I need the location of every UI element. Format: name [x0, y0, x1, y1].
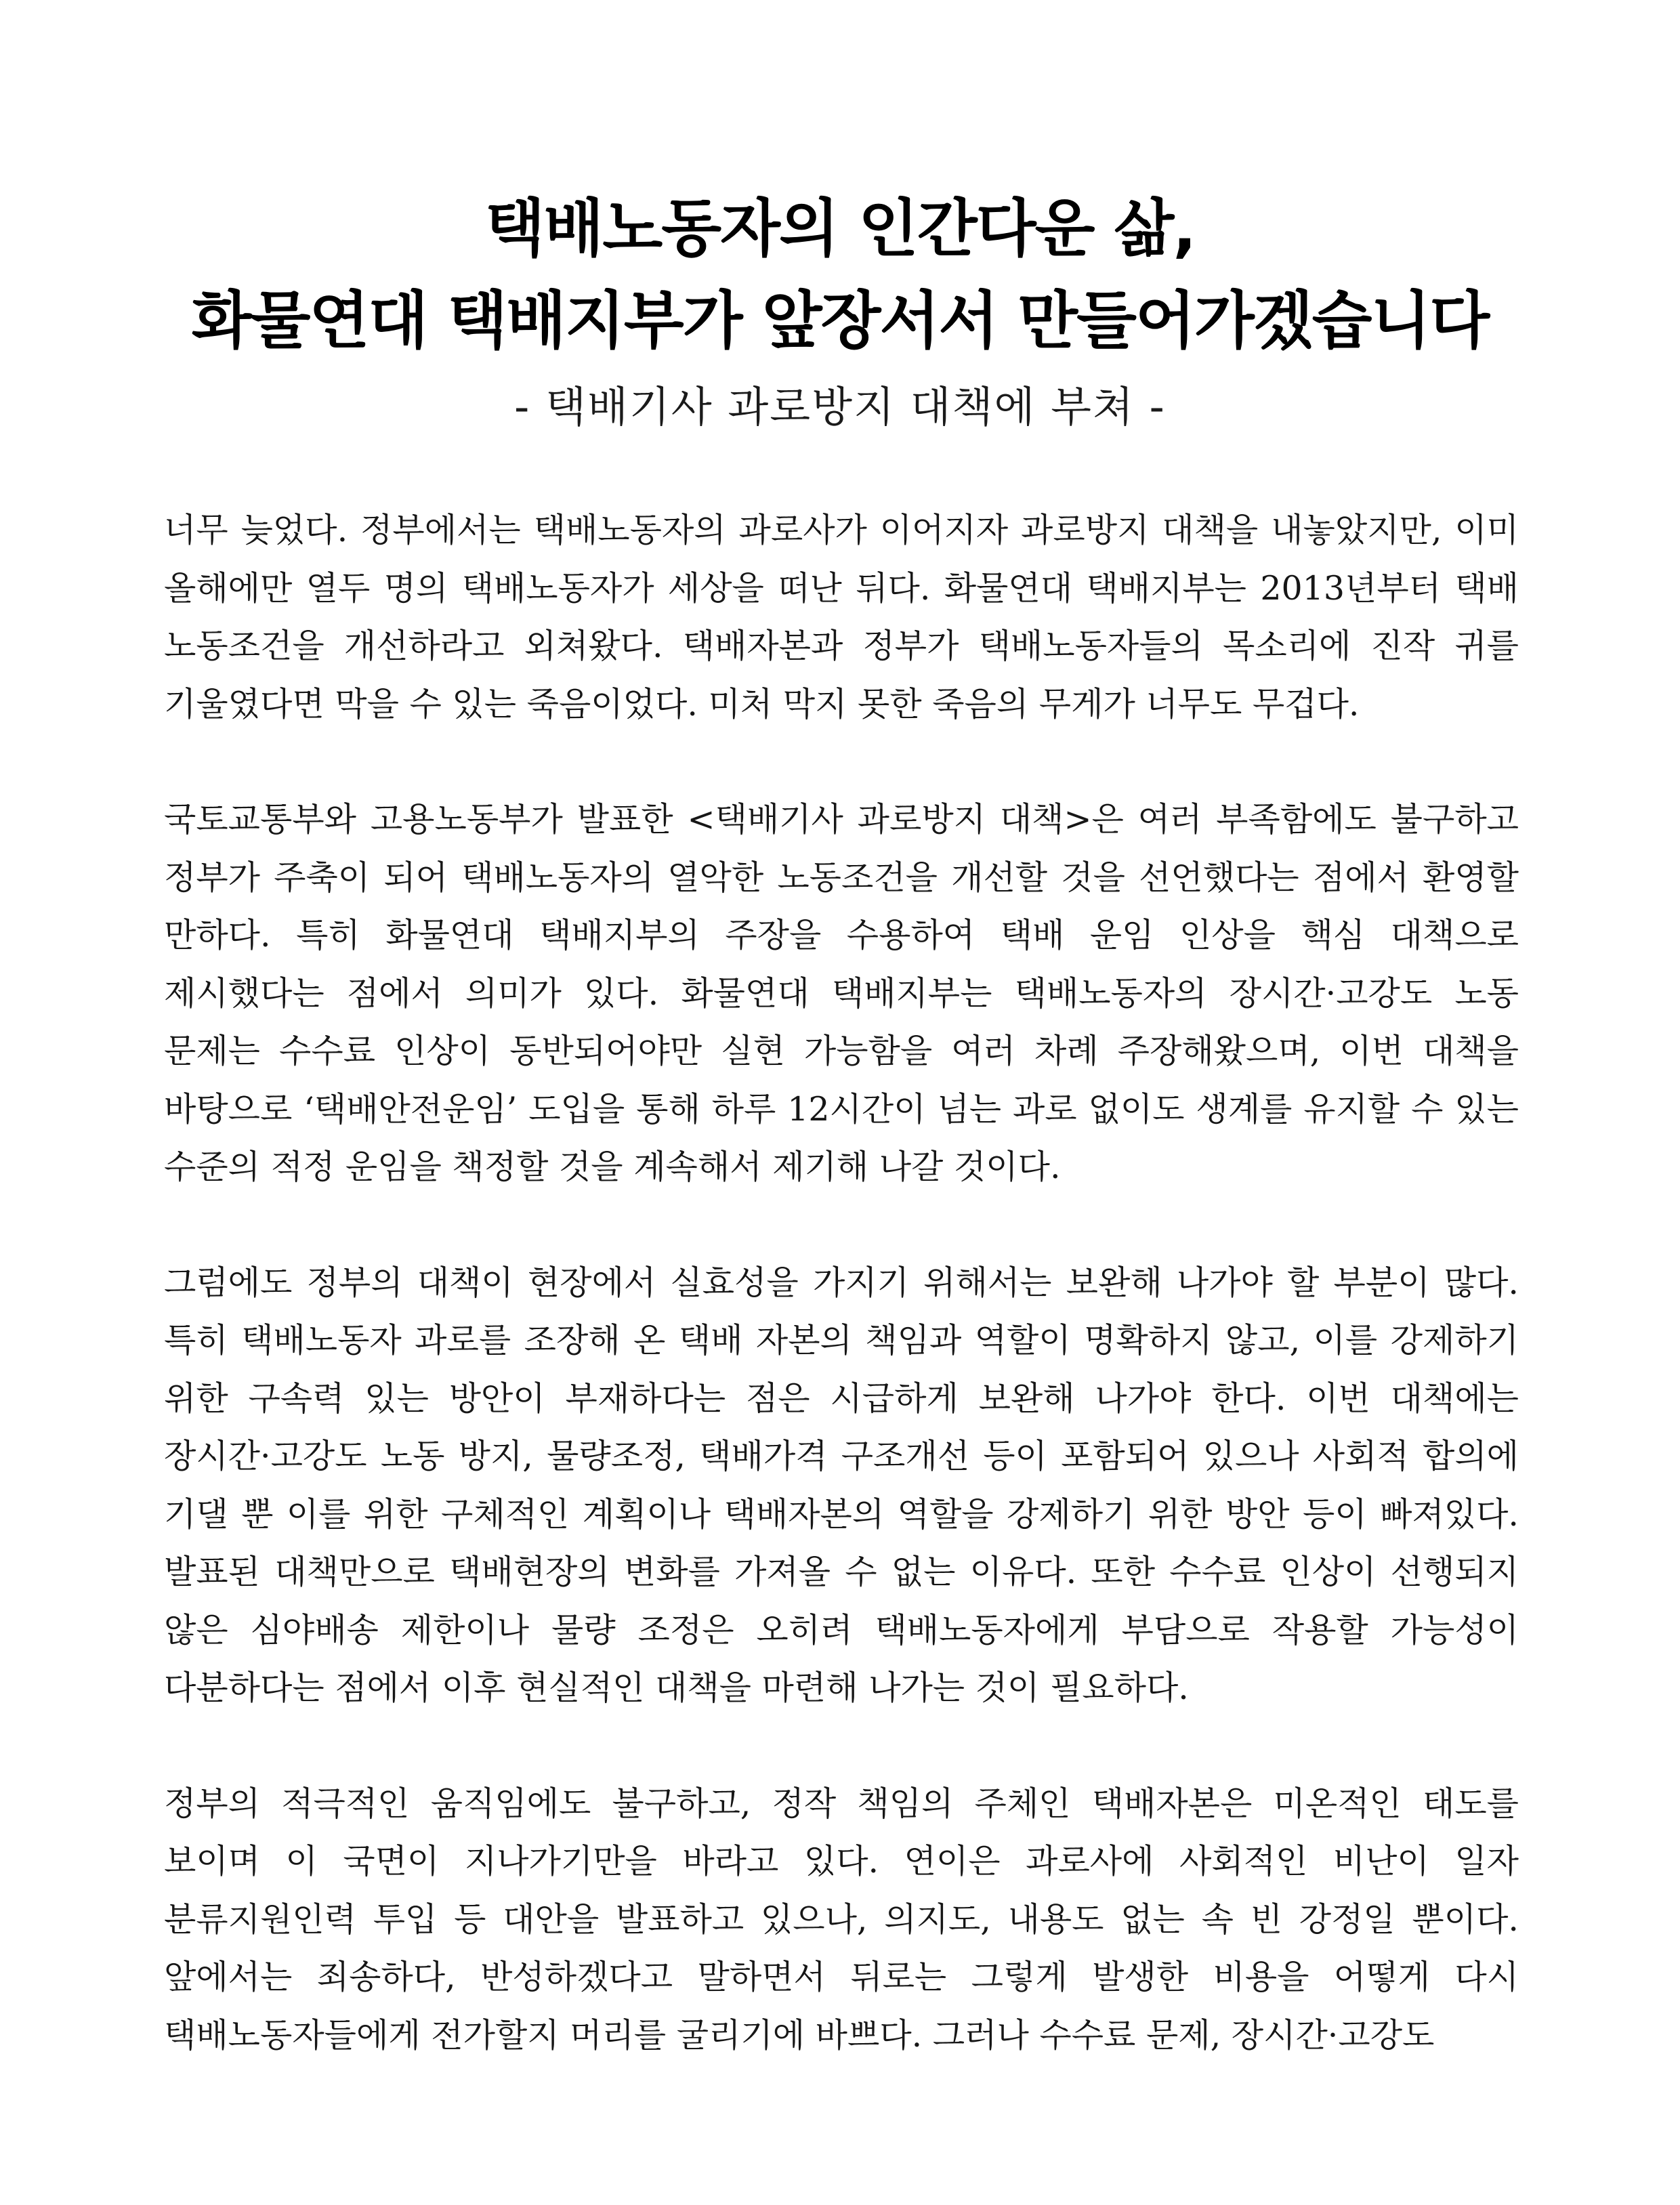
body-paragraph-4: 정부의 적극적인 움직임에도 불구하고, 정작 책임의 주체인 택배자본은 미온적인 태도를 보이며 이 국면이 지나가기만을 바라고 있다. 연이은 과로사에 사회적인 비난이 일자 분류지원인력 투입 등 대안을 발표하고 있으나, 의지도, 내용도 없는 속 빈 강정일 뿐이다. 앞에서는 죄송하다, 반성하겠다고 말하면서 뒤로는 그렇게 발생한 비용을 어떻게 다시 택배노동자들에게 전가할지 머리를 굴리기에 바쁘다. 그러나 수수료 문제, 장시간·고강도 [164, 1784, 1519, 2055]
title-block [0, 183, 1680, 438]
document-title-line-2: 화물연대 택배지부가 앞장서서 만들어가겠습니다 [191, 285, 1489, 357]
body-paragraph-2: 국토교통부와 고용노동부가 발표한 <택배기사 과로방지 대책>은 여러 부족함에도 불구하고 정부가 주축이 되어 택배노동자의 열악한 노동조건을 개선할 것을 선언했다는 점에서 환영할 만하다. 특히 화물연대 택배지부의 주장을 수용하여 택배 운임 인상을 핵심 대책으로 제시했다는 점에서 의미가 있다. 화물연대 택배지부는 택배노동자의 장시간·고강도 노동 문제는 수수료 인상이 동반되어야만 실현 가능함을 여러 차례 주장해왔으며, 이번 대책을 바탕으로 ‘택배안전운임’ 도입을 통해 하루 12시간이 넘는 과로 없이도 생계를 유지할 수 있는 수준의 적정 운임을 책정할 것을 계속해서 제기해 나갈 것이다. [164, 800, 1519, 1186]
body-paragraph-1: 너무 늦었다. 정부에서는 택배노동자의 과로사가 이어지자 과로방지 대책을 내놓았지만, 이미 올해에만 열두 명의 택배노동자가 세상을 떠난 뒤다. 화물연대 택배지부는 2013년부터 택배 노동조건을 개선하라고 외쳐왔다. 택배자본과 정부가 택배노동자들의 목소리에 진작 귀를 기울였다면 막을 수 있는 죽음이었다. 미처 막지 못한 죽음의 무게가 너무도 무겁다. [164, 511, 1519, 723]
document-title-line-1: 택배노동자의 인간다운 삶, [484, 192, 1196, 265]
document-subtitle: - 택배기사 과로방지 대책에 부쳐 - [514, 382, 1166, 432]
body-paragraph-3: 그럼에도 정부의 대책이 현장에서 실효성을 가지기 위해서는 보완해 나가야 할 부분이 많다. 특히 택배노동자 과로를 조장해 온 택배 자본의 책임과 역할이 명확하지 않고, 이를 강제하기 위한 구속력 있는 방안이 부재하다는 점은 시급하게 보완해 나가야 한다. 이번 대책에는 장시간·고강도 노동 방지, 물량조정, 택배가격 구조개선 등이 포함되어 있으나 사회적 합의에 기댈 뿐 이를 위한 구체적인 계획이나 택배자본의 역할을 강제하기 위한 방안 등이 빠져있다. 발표된 대책만으로 택배현장의 변화를 가져올 수 없는 이유다. 또한 수수료 인상이 선행되지 않은 심야배송 제한이나 물량 조정은 오히려 택배노동자에게 부담으로 작용할 가능성이 다분하다는 점에서 이후 현실적인 대책을 마련해 나가는 것이 필요하다. [164, 1263, 1519, 1707]
document-body [164, 501, 1519, 2064]
